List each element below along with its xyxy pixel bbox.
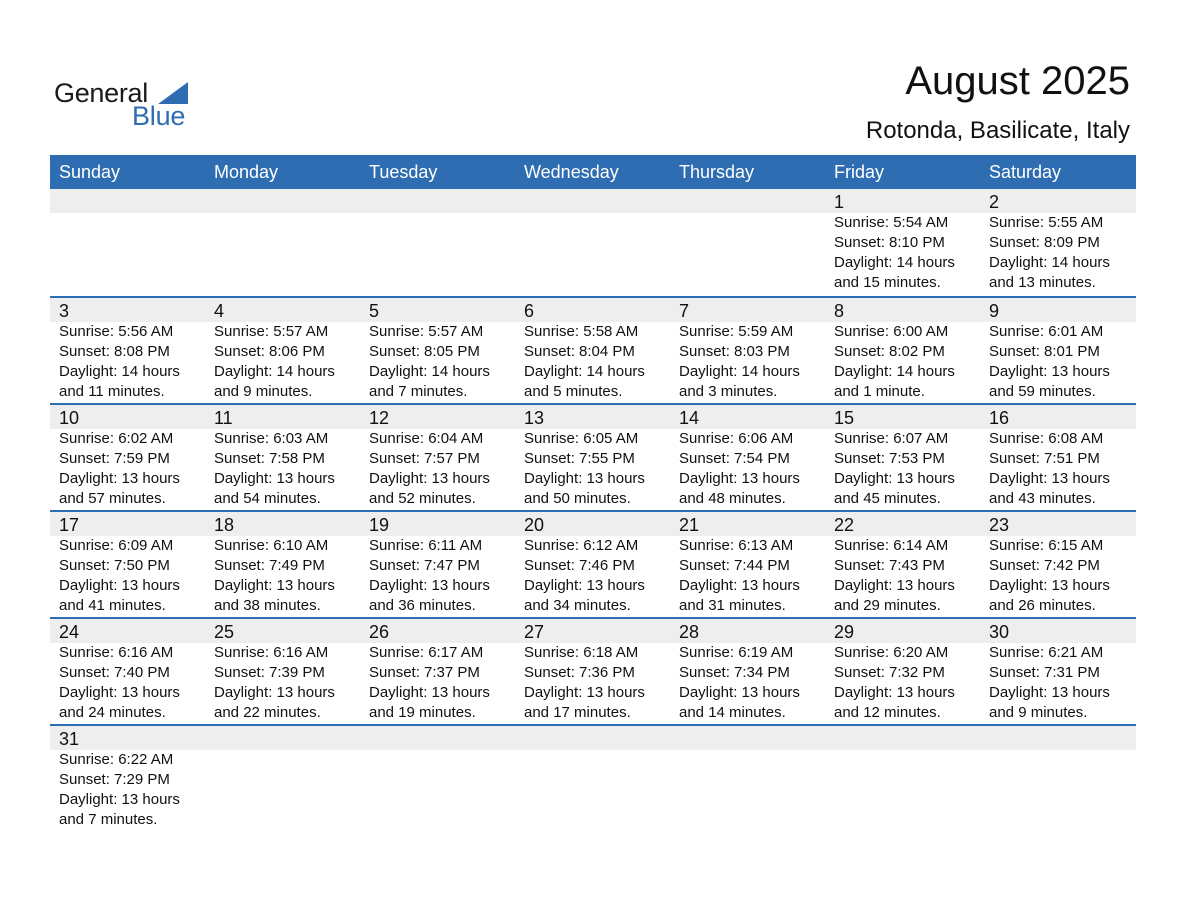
day-number: 23 [989, 515, 1010, 535]
sunset-text: Sunset: 7:50 PM [59, 557, 170, 574]
week-days [50, 619, 1136, 723]
daylight-text: Daylight: 13 hours [679, 577, 800, 594]
sunset-text: Sunset: 7:59 PM [59, 450, 170, 467]
sunset-text: Sunset: 8:04 PM [524, 343, 635, 360]
day-number: 11 [214, 408, 233, 428]
sunrise-text: Sunrise: 6:10 AM [214, 537, 329, 554]
day-cell [515, 619, 670, 723]
week-row [50, 512, 1136, 619]
daylight-text: Daylight: 13 hours [834, 577, 955, 594]
day-cell [360, 512, 515, 616]
daylight-text: Daylight: 13 hours [524, 470, 645, 487]
day-number: 25 [214, 622, 235, 642]
sunset-text: Sunset: 8:02 PM [834, 343, 945, 360]
daylight-minutes-text: and 22 minutes. [214, 704, 321, 721]
daylight-minutes-text: and 13 minutes. [989, 274, 1096, 291]
sunrise-text: Sunrise: 6:17 AM [369, 644, 484, 661]
empty-day-cell [980, 726, 1136, 830]
day-cell [515, 512, 670, 616]
daylight-text: Daylight: 13 hours [989, 470, 1110, 487]
daylight-text: Daylight: 13 hours [59, 470, 180, 487]
daylight-minutes-text: and 24 minutes. [59, 704, 166, 721]
day-cell [360, 405, 515, 509]
daylight-minutes-text: and 57 minutes. [59, 490, 166, 507]
daylight-minutes-text: and 43 minutes. [989, 490, 1096, 507]
daylight-minutes-text: and 50 minutes. [524, 490, 631, 507]
weekday-saturday: Saturday [989, 162, 1062, 182]
day-cell [825, 298, 980, 402]
sunrise-text: Sunrise: 5:55 AM [989, 214, 1104, 231]
sunrise-text: Sunrise: 6:14 AM [834, 537, 949, 554]
daylight-text: Daylight: 14 hours [369, 363, 490, 380]
daylight-minutes-text: and 34 minutes. [524, 597, 631, 614]
day-cell [670, 298, 825, 402]
calendar [50, 155, 1136, 833]
sunset-text: Sunset: 7:54 PM [679, 450, 790, 467]
empty-day-cell [670, 726, 825, 830]
day-number: 28 [679, 622, 700, 642]
daylight-minutes-text: and 48 minutes. [679, 490, 786, 507]
day-number: 13 [524, 408, 545, 428]
sunset-text: Sunset: 7:57 PM [369, 450, 480, 467]
empty-day-cell [205, 726, 360, 830]
daylight-text: Daylight: 13 hours [989, 684, 1110, 701]
daylight-minutes-text: and 7 minutes. [369, 383, 468, 400]
daylight-text: Daylight: 14 hours [834, 254, 955, 271]
week-days [50, 726, 1136, 830]
daylight-text: Daylight: 14 hours [989, 254, 1110, 271]
daylight-minutes-text: and 52 minutes. [369, 490, 476, 507]
day-cell [205, 298, 360, 402]
day-cell [825, 405, 980, 509]
day-cell [825, 512, 980, 616]
sunset-text: Sunset: 8:03 PM [679, 343, 790, 360]
sunrise-text: Sunrise: 6:22 AM [59, 751, 174, 768]
daylight-minutes-text: and 19 minutes. [369, 704, 476, 721]
weekday-monday: Monday [214, 162, 279, 182]
day-cell [980, 298, 1136, 402]
empty-day-cell [360, 189, 515, 293]
day-number: 3 [59, 301, 70, 321]
sunset-text: Sunset: 7:29 PM [59, 771, 170, 788]
day-cell [515, 298, 670, 402]
day-cell [980, 619, 1136, 723]
sunset-text: Sunset: 7:32 PM [834, 664, 945, 681]
sunrise-text: Sunrise: 6:09 AM [59, 537, 174, 554]
sunrise-text: Sunrise: 6:21 AM [989, 644, 1104, 661]
day-number: 14 [679, 408, 700, 428]
daylight-text: Daylight: 13 hours [214, 470, 335, 487]
sunrise-text: Sunrise: 6:15 AM [989, 537, 1104, 554]
day-number: 6 [524, 301, 535, 321]
sunset-text: Sunset: 7:44 PM [679, 557, 790, 574]
weekday-thursday: Thursday [679, 162, 755, 182]
day-cell [825, 619, 980, 723]
sunrise-text: Sunrise: 6:13 AM [679, 537, 794, 554]
weekday-friday: Friday [834, 162, 885, 182]
sunrise-text: Sunrise: 6:03 AM [214, 430, 329, 447]
sunrise-text: Sunrise: 6:02 AM [59, 430, 174, 447]
day-number: 31 [59, 729, 80, 749]
sunrise-text: Sunrise: 6:16 AM [214, 644, 329, 661]
day-number: 19 [369, 515, 390, 535]
daylight-text: Daylight: 14 hours [524, 363, 645, 380]
day-cell [205, 512, 360, 616]
daylight-text: Daylight: 14 hours [834, 363, 955, 380]
logo [54, 78, 194, 130]
sunrise-text: Sunrise: 5:59 AM [679, 323, 794, 340]
day-cell [980, 189, 1136, 293]
sunset-text: Sunset: 7:34 PM [679, 664, 790, 681]
daylight-minutes-text: and 26 minutes. [989, 597, 1096, 614]
day-number: 15 [834, 408, 855, 428]
sunset-text: Sunset: 8:08 PM [59, 343, 170, 360]
sunrise-text: Sunrise: 6:16 AM [59, 644, 174, 661]
day-number: 18 [214, 515, 235, 535]
daylight-minutes-text: and 11 minutes. [59, 383, 165, 400]
sunrise-text: Sunrise: 6:01 AM [989, 323, 1104, 340]
day-cell [50, 512, 205, 616]
page-title: August 2025 [905, 59, 1130, 103]
sunset-text: Sunset: 7:51 PM [989, 450, 1100, 467]
day-number: 8 [834, 301, 845, 321]
daylight-minutes-text: and 17 minutes. [524, 704, 631, 721]
week-days [50, 189, 1136, 293]
daylight-text: Daylight: 13 hours [214, 577, 335, 594]
day-number: 26 [369, 622, 390, 642]
sunrise-text: Sunrise: 5:57 AM [369, 323, 484, 340]
sunset-text: Sunset: 7:42 PM [989, 557, 1100, 574]
sunrise-text: Sunrise: 6:20 AM [834, 644, 949, 661]
day-cell [980, 512, 1136, 616]
location-subtitle: Rotonda, Basilicate, Italy [865, 117, 1130, 144]
week-row [50, 189, 1136, 298]
daylight-text: Daylight: 13 hours [679, 470, 800, 487]
sunrise-text: Sunrise: 6:19 AM [679, 644, 794, 661]
sunrise-text: Sunrise: 5:58 AM [524, 323, 639, 340]
sunset-text: Sunset: 8:10 PM [834, 234, 945, 251]
daylight-text: Daylight: 14 hours [679, 363, 800, 380]
day-number: 16 [989, 408, 1010, 428]
empty-day-cell [670, 189, 825, 293]
day-cell [670, 405, 825, 509]
logo-blue-text: Blue [132, 101, 186, 131]
sunrise-text: Sunrise: 6:07 AM [834, 430, 949, 447]
daylight-text: Daylight: 13 hours [524, 684, 645, 701]
week-row [50, 619, 1136, 726]
day-cell [360, 619, 515, 723]
day-number: 30 [989, 622, 1010, 642]
daylight-text: Daylight: 13 hours [834, 470, 955, 487]
day-number: 22 [834, 515, 855, 535]
daylight-text: Daylight: 14 hours [214, 363, 335, 380]
sunrise-text: Sunrise: 6:12 AM [524, 537, 639, 554]
day-number: 21 [679, 515, 700, 535]
sunset-text: Sunset: 8:01 PM [989, 343, 1100, 360]
daylight-text: Daylight: 13 hours [59, 577, 180, 594]
daylight-minutes-text: and 59 minutes. [989, 383, 1096, 400]
daylight-text: Daylight: 13 hours [59, 791, 180, 808]
daylight-text: Daylight: 13 hours [59, 684, 180, 701]
empty-day-cell [360, 726, 515, 830]
daylight-minutes-text: and 36 minutes. [369, 597, 476, 614]
day-number: 24 [59, 622, 80, 642]
day-number: 17 [59, 515, 80, 535]
daylight-text: Daylight: 13 hours [679, 684, 800, 701]
sunset-text: Sunset: 8:06 PM [214, 343, 325, 360]
daylight-text: Daylight: 13 hours [989, 363, 1110, 380]
sunset-text: Sunset: 7:49 PM [214, 557, 325, 574]
daylight-minutes-text: and 7 minutes. [59, 811, 158, 828]
sunrise-text: Sunrise: 6:05 AM [524, 430, 639, 447]
daylight-minutes-text: and 3 minutes. [679, 383, 778, 400]
sunset-text: Sunset: 8:05 PM [369, 343, 480, 360]
sunset-text: Sunset: 7:53 PM [834, 450, 945, 467]
daylight-text: Daylight: 14 hours [59, 363, 180, 380]
day-number: 2 [989, 192, 1000, 212]
day-cell [980, 405, 1136, 509]
sunset-text: Sunset: 7:36 PM [524, 664, 635, 681]
daylight-minutes-text: and 5 minutes. [524, 383, 623, 400]
week-days [50, 298, 1136, 402]
daylight-minutes-text: and 12 minutes. [834, 704, 941, 721]
week-days [50, 512, 1136, 616]
daylight-minutes-text: and 45 minutes. [834, 490, 941, 507]
daylight-text: Daylight: 13 hours [369, 577, 490, 594]
sunset-text: Sunset: 7:31 PM [989, 664, 1100, 681]
sunrise-text: Sunrise: 6:08 AM [989, 430, 1104, 447]
calendar-weeks [50, 189, 1136, 833]
day-number: 27 [524, 622, 545, 642]
day-number: 7 [679, 301, 690, 321]
sunrise-text: Sunrise: 5:56 AM [59, 323, 174, 340]
sunrise-text: Sunrise: 6:00 AM [834, 323, 949, 340]
daylight-text: Daylight: 13 hours [834, 684, 955, 701]
day-cell [50, 726, 205, 830]
week-row [50, 405, 1136, 512]
sunset-text: Sunset: 7:39 PM [214, 664, 325, 681]
sunset-text: Sunset: 7:43 PM [834, 557, 945, 574]
daylight-text: Daylight: 13 hours [369, 684, 490, 701]
sunset-text: Sunset: 7:37 PM [369, 664, 480, 681]
empty-day-cell [50, 189, 205, 293]
sunrise-text: Sunrise: 6:11 AM [369, 537, 483, 554]
day-number: 20 [524, 515, 545, 535]
day-number: 4 [214, 301, 225, 321]
day-number: 29 [834, 622, 855, 642]
day-cell [360, 298, 515, 402]
daylight-minutes-text: and 38 minutes. [214, 597, 321, 614]
sunset-text: Sunset: 7:47 PM [369, 557, 480, 574]
day-cell [515, 405, 670, 509]
day-cell [50, 298, 205, 402]
day-cell [825, 189, 980, 293]
empty-day-cell [825, 726, 980, 830]
weekday-wednesday: Wednesday [524, 162, 619, 182]
weekday-sunday: Sunday [59, 162, 121, 182]
daylight-text: Daylight: 13 hours [214, 684, 335, 701]
day-cell [50, 405, 205, 509]
daylight-text: Daylight: 13 hours [369, 470, 490, 487]
sunrise-text: Sunrise: 5:54 AM [834, 214, 949, 231]
day-cell [670, 619, 825, 723]
day-number: 9 [989, 301, 1000, 321]
empty-day-cell [515, 726, 670, 830]
sunset-text: Sunset: 8:09 PM [989, 234, 1100, 251]
day-number: 5 [369, 301, 380, 321]
day-number: 1 [834, 192, 845, 212]
daylight-minutes-text: and 14 minutes. [679, 704, 786, 721]
day-cell [205, 405, 360, 509]
day-cell [670, 512, 825, 616]
week-days [50, 405, 1136, 509]
daylight-minutes-text: and 29 minutes. [834, 597, 941, 614]
daylight-minutes-text: and 1 minute. [834, 383, 925, 400]
sunset-text: Sunset: 7:46 PM [524, 557, 635, 574]
daylight-minutes-text: and 41 minutes. [59, 597, 166, 614]
week-row [50, 298, 1136, 405]
day-number: 10 [59, 408, 80, 428]
weekday-header [50, 155, 1136, 189]
day-cell [205, 619, 360, 723]
daylight-text: Daylight: 13 hours [989, 577, 1110, 594]
sunrise-text: Sunrise: 6:18 AM [524, 644, 639, 661]
sunrise-text: Sunrise: 5:57 AM [214, 323, 329, 340]
daylight-minutes-text: and 54 minutes. [214, 490, 321, 507]
weekday-tuesday: Tuesday [369, 162, 438, 182]
empty-day-cell [515, 189, 670, 293]
sunrise-text: Sunrise: 6:06 AM [679, 430, 794, 447]
sunset-text: Sunset: 7:58 PM [214, 450, 325, 467]
sunrise-text: Sunrise: 6:04 AM [369, 430, 484, 447]
sunset-text: Sunset: 7:55 PM [524, 450, 635, 467]
day-number: 12 [369, 408, 390, 428]
day-cell [50, 619, 205, 723]
daylight-minutes-text: and 31 minutes. [679, 597, 786, 614]
daylight-minutes-text: and 9 minutes. [989, 704, 1088, 721]
week-row [50, 726, 1136, 833]
daylight-minutes-text: and 9 minutes. [214, 383, 313, 400]
daylight-text: Daylight: 13 hours [524, 577, 645, 594]
empty-day-cell [205, 189, 360, 293]
sunset-text: Sunset: 7:40 PM [59, 664, 170, 681]
daylight-minutes-text: and 15 minutes. [834, 274, 941, 291]
logo-general-text: General [54, 78, 148, 108]
